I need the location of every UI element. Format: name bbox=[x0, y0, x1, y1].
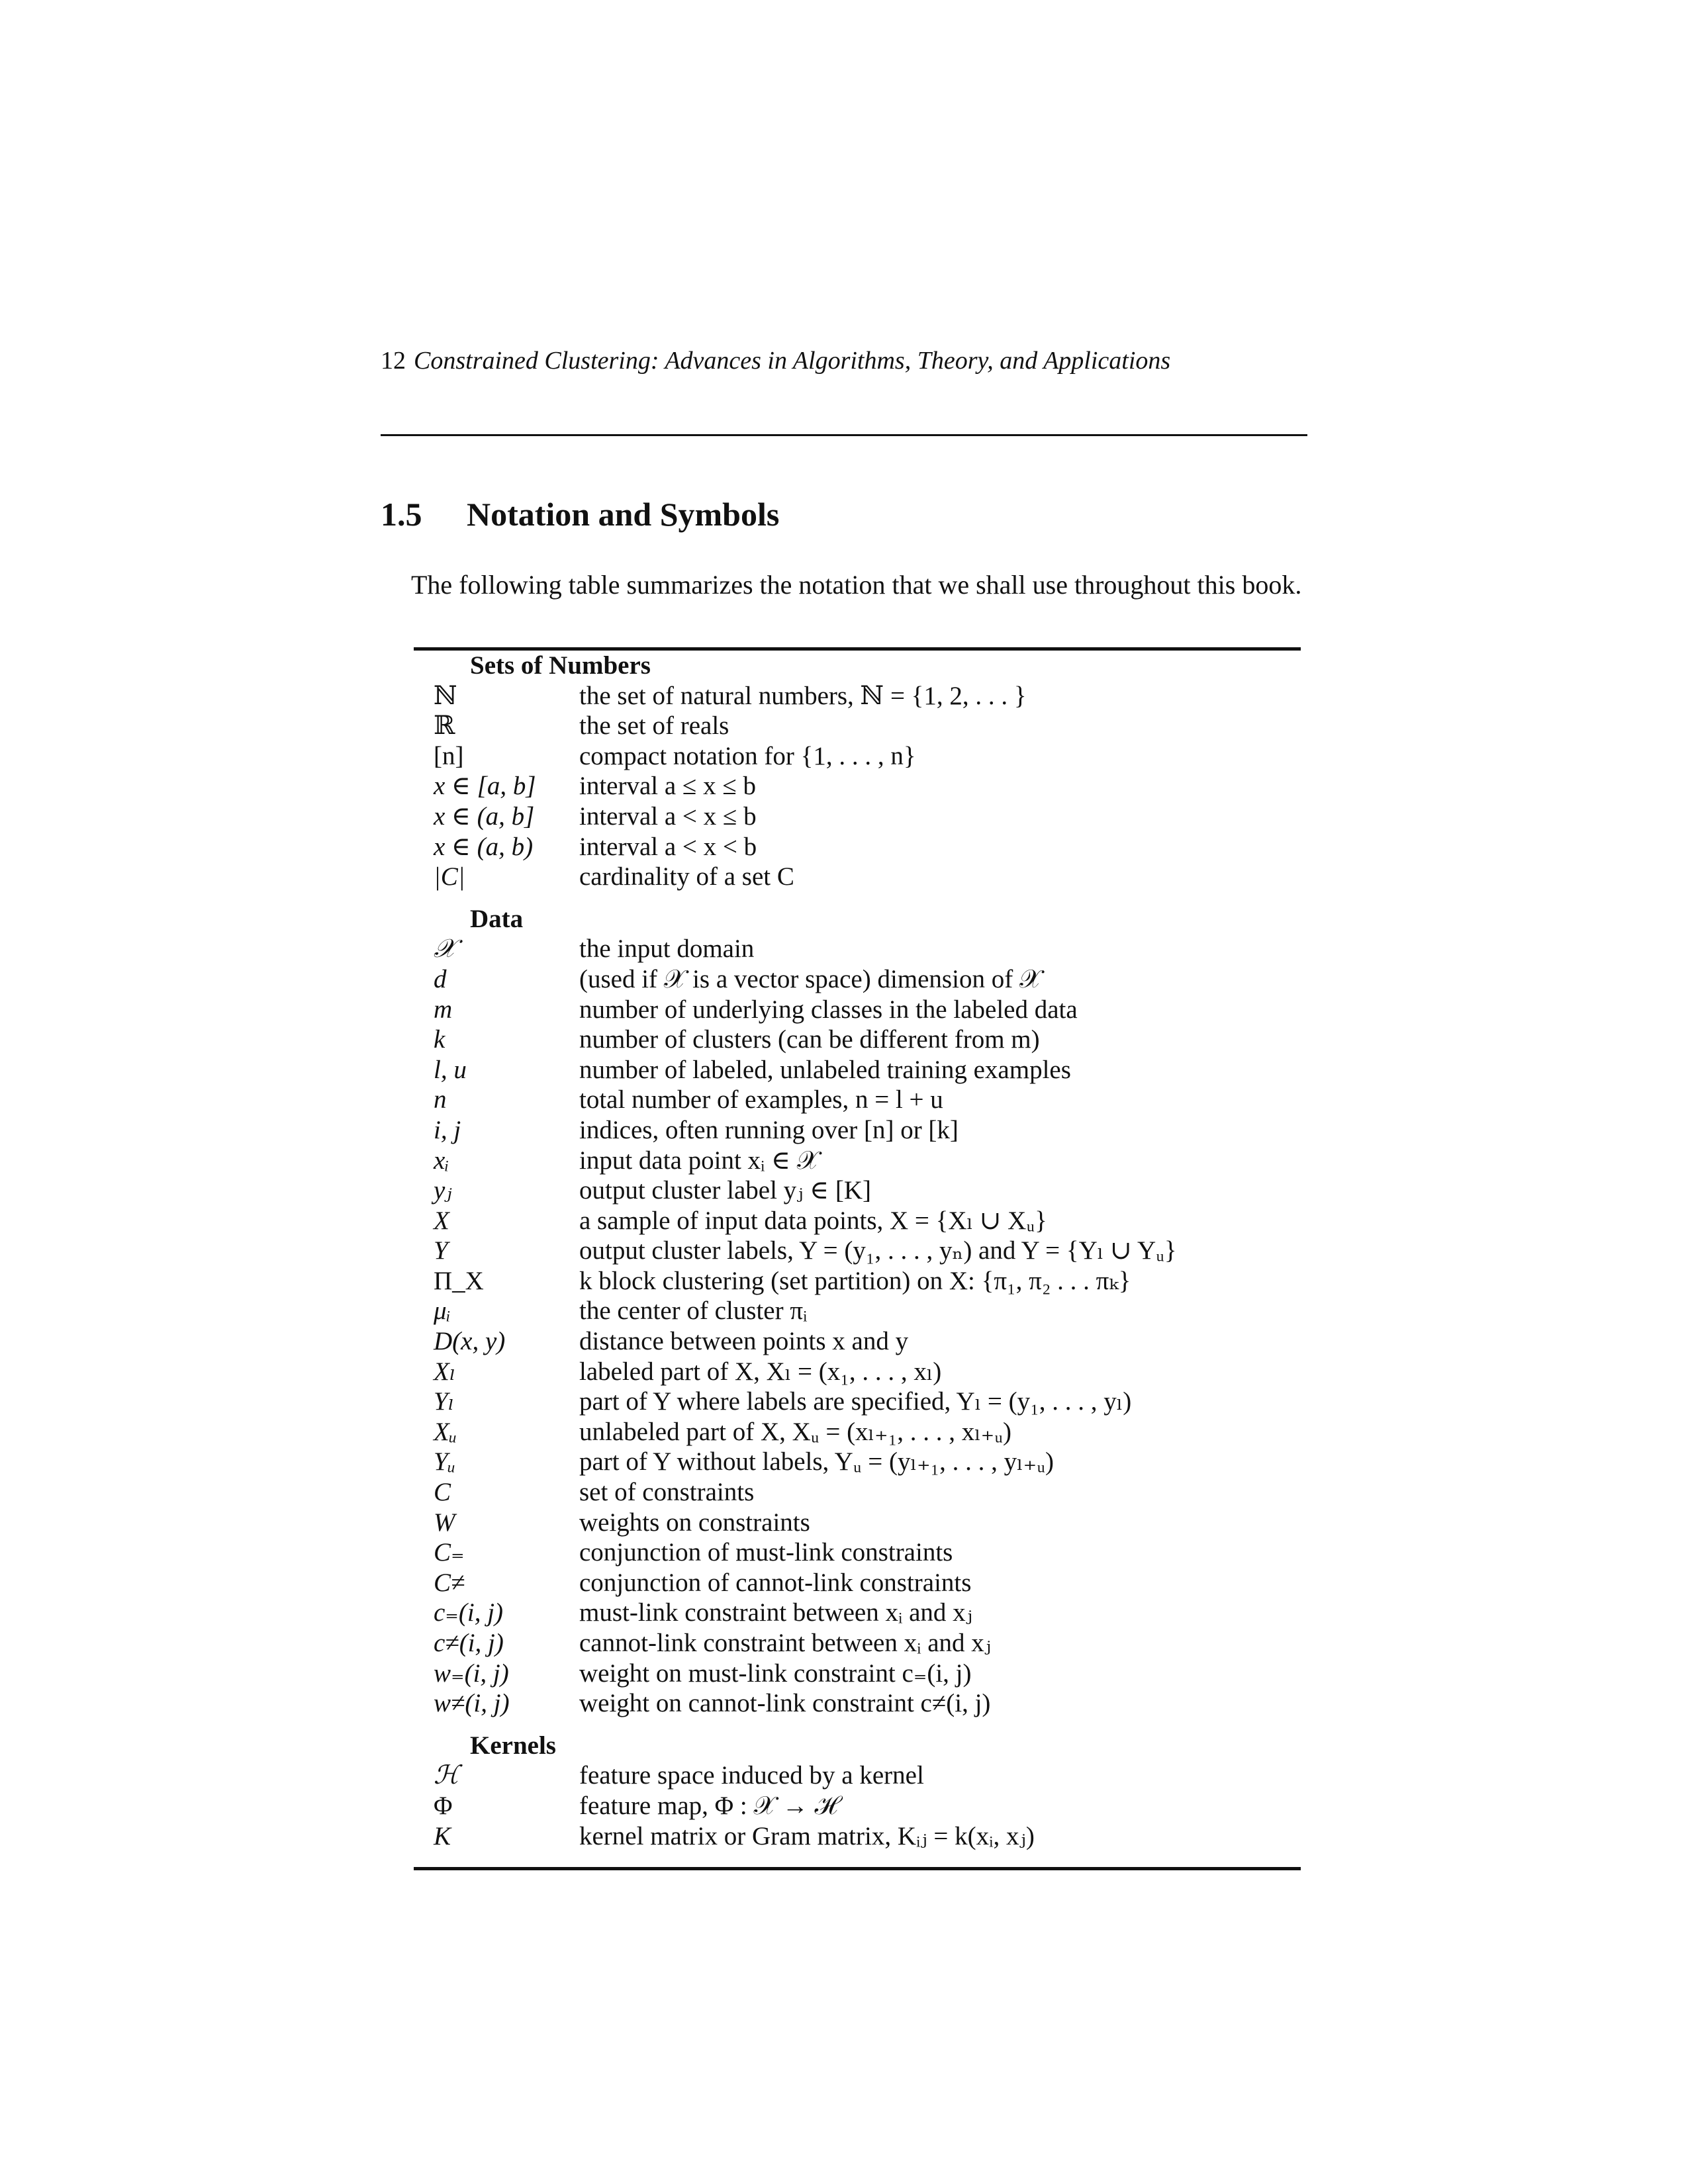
table-row bbox=[414, 1568, 1301, 1598]
notation-description: the center of cluster πᵢ bbox=[579, 1297, 808, 1326]
notation-table-body bbox=[414, 651, 1301, 1851]
table-group-heading: Data bbox=[470, 904, 524, 933]
notation-symbol: xᵢ bbox=[434, 1146, 449, 1175]
notation-symbol: 𝒳 bbox=[434, 934, 456, 964]
notation-description: interval a < x < b bbox=[579, 832, 757, 861]
notation-description: weight on cannot-link constraint c≠(i, j) bbox=[579, 1689, 991, 1718]
table-row bbox=[414, 1357, 1301, 1387]
notation-description: cannot-link constraint between xᵢ and xⱼ bbox=[579, 1629, 992, 1657]
table-row bbox=[414, 1326, 1301, 1357]
notation-description: compact notation for {1, . . . , n} bbox=[579, 741, 916, 770]
running-header bbox=[381, 344, 1307, 377]
notation-description: number of clusters (can be different from m) bbox=[579, 1025, 1040, 1054]
table-row bbox=[414, 1447, 1301, 1477]
table-row bbox=[414, 964, 1301, 995]
notation-description: interval a < x ≤ b bbox=[579, 801, 757, 831]
notation-description: distance between points x and y bbox=[579, 1327, 909, 1356]
table-group-heading-row bbox=[414, 1719, 1301, 1761]
notation-symbol: c≠(i, j) bbox=[434, 1629, 504, 1657]
notation-symbol: l, u bbox=[434, 1055, 467, 1084]
notation-symbol: n bbox=[434, 1085, 447, 1115]
notation-symbol: |C| bbox=[434, 862, 465, 891]
notation-symbol: W bbox=[434, 1508, 455, 1537]
section-title: Notation and Symbols bbox=[467, 496, 780, 533]
notation-description: kernel matrix or Gram matrix, Kᵢⱼ = k(xᵢ, xⱼ) bbox=[579, 1821, 1035, 1850]
notation-symbol: Π_X bbox=[434, 1266, 484, 1295]
table-row bbox=[414, 934, 1301, 964]
notation-symbol: Φ bbox=[434, 1791, 453, 1820]
book-title: Constrained Clustering: Advances in Algorithms, Theory, and Applications bbox=[414, 347, 1171, 375]
header-rule bbox=[381, 434, 1307, 436]
notation-table bbox=[414, 651, 1301, 1851]
table-row bbox=[414, 1387, 1301, 1417]
table-row bbox=[414, 1146, 1301, 1176]
notation-symbol: C≠ bbox=[434, 1568, 465, 1597]
notation-symbol: Yᵤ bbox=[434, 1447, 456, 1477]
table-row bbox=[414, 1688, 1301, 1719]
table-bottom-rule bbox=[414, 1867, 1301, 1870]
notation-symbol: yⱼ bbox=[434, 1176, 452, 1205]
notation-description: the set of natural numbers, ℕ = {1, 2, . . . } bbox=[579, 681, 1027, 710]
table-row bbox=[414, 1508, 1301, 1538]
section-heading bbox=[381, 493, 779, 535]
notation-symbol: w≠(i, j) bbox=[434, 1689, 510, 1718]
notation-symbol: Y bbox=[434, 1236, 448, 1265]
table-row bbox=[414, 1659, 1301, 1689]
table-row bbox=[414, 1024, 1301, 1055]
notation-symbol: ℕ bbox=[434, 681, 457, 710]
table-row bbox=[414, 711, 1301, 741]
notation-description: the set of reals bbox=[579, 711, 729, 741]
table-row bbox=[414, 1628, 1301, 1659]
notation-symbol: Xᵤ bbox=[434, 1417, 457, 1446]
notation-symbol: c₌(i, j) bbox=[434, 1598, 504, 1627]
notation-symbol: ℝ bbox=[434, 711, 455, 741]
table-row bbox=[414, 1266, 1301, 1297]
notation-symbol: Yₗ bbox=[434, 1387, 455, 1416]
notation-description: input data point xᵢ ∈ 𝒳 bbox=[579, 1146, 820, 1175]
notation-description: weights on constraints bbox=[579, 1508, 810, 1537]
notation-description: weight on must-link constraint c₌(i, j) bbox=[579, 1659, 972, 1688]
notation-description: number of underlying classes in the labeled data bbox=[579, 995, 1078, 1024]
table-row bbox=[414, 1821, 1301, 1852]
intro-paragraph bbox=[381, 569, 1307, 601]
table-row bbox=[414, 1055, 1301, 1085]
table-row bbox=[414, 1760, 1301, 1791]
notation-description: output cluster labels, Y = (y₁, . . . , yₙ) and Y = {Yₗ ∪ Yᵤ} bbox=[579, 1236, 1177, 1265]
notation-symbol: X bbox=[434, 1206, 449, 1235]
notation-description: output cluster label yⱼ ∈ [K] bbox=[579, 1176, 871, 1205]
table-row bbox=[414, 1296, 1301, 1326]
table-row bbox=[414, 771, 1301, 801]
table-row bbox=[414, 995, 1301, 1025]
notation-description: labeled part of X, Xₗ = (x₁, . . . , xₗ) bbox=[579, 1357, 942, 1386]
notation-description: number of labeled, unlabeled training examples bbox=[579, 1055, 1071, 1084]
notation-symbol: i, j bbox=[434, 1115, 461, 1144]
notation-description: indices, often running over [n] or [k] bbox=[579, 1115, 959, 1144]
table-group-heading-row bbox=[414, 892, 1301, 934]
notation-description: the input domain bbox=[579, 934, 755, 964]
notation-description: k block clustering (set partition) on X: {π₁, π₂ . . . πₖ} bbox=[579, 1266, 1131, 1295]
table-row bbox=[414, 1477, 1301, 1508]
notation-description: feature map, Φ : 𝒳 → ℋ bbox=[579, 1791, 838, 1820]
notation-table-wrapper bbox=[414, 647, 1301, 1870]
intro-text: The following table summarizes the notation that we shall use throughout this book. bbox=[411, 570, 1302, 600]
table-row bbox=[414, 741, 1301, 772]
notation-symbol: D(x, y) bbox=[434, 1327, 506, 1356]
table-row bbox=[414, 801, 1301, 832]
notation-symbol: K bbox=[434, 1821, 451, 1850]
notation-description: part of Y without labels, Yᵤ = (yₗ₊₁, . . . , yₗ₊ᵤ) bbox=[579, 1447, 1054, 1477]
table-row bbox=[414, 681, 1301, 711]
table-group-heading-row bbox=[414, 651, 1301, 681]
table-group-heading: Kernels bbox=[470, 1731, 556, 1760]
notation-description: interval a ≤ x ≤ b bbox=[579, 772, 756, 801]
notation-description: cardinality of a set C bbox=[579, 862, 794, 891]
notation-symbol: x ∈ (a, b] bbox=[434, 801, 535, 831]
table-row bbox=[414, 1206, 1301, 1236]
notation-description: feature space induced by a kernel bbox=[579, 1761, 924, 1790]
table-row bbox=[414, 862, 1301, 892]
notation-symbol: m bbox=[434, 995, 453, 1024]
table-row bbox=[414, 1417, 1301, 1447]
section-number: 1.5 bbox=[381, 496, 422, 533]
table-row bbox=[414, 1791, 1301, 1821]
notation-description: total number of examples, n = l + u bbox=[579, 1085, 943, 1115]
notation-symbol: x ∈ (a, b) bbox=[434, 832, 534, 861]
notation-description: a sample of input data points, X = {Xₗ ∪ Xᵤ} bbox=[579, 1206, 1047, 1235]
notation-description: part of Y where labels are specified, Yₗ = (y₁, . . . , yₗ) bbox=[579, 1387, 1132, 1416]
notation-symbol: x ∈ [a, b] bbox=[434, 772, 536, 801]
table-row bbox=[414, 832, 1301, 862]
page-number: 12 bbox=[381, 347, 406, 375]
table-row bbox=[414, 1175, 1301, 1206]
notation-symbol: k bbox=[434, 1025, 445, 1054]
notation-symbol: C bbox=[434, 1478, 451, 1507]
table-row bbox=[414, 1236, 1301, 1266]
notation-description: unlabeled part of X, Xᵤ = (xₗ₊₁, . . . , xₗ₊ᵤ) bbox=[579, 1417, 1012, 1446]
notation-description: must-link constraint between xᵢ and xⱼ bbox=[579, 1598, 972, 1627]
notation-description: set of constraints bbox=[579, 1478, 755, 1507]
notation-description: conjunction of must-link constraints bbox=[579, 1538, 953, 1567]
notation-symbol: C₌ bbox=[434, 1538, 465, 1567]
notation-description: (used if 𝒳 is a vector space) dimension of 𝒳 bbox=[579, 964, 1042, 993]
table-row bbox=[414, 1598, 1301, 1628]
notation-description: conjunction of cannot-link constraints bbox=[579, 1568, 972, 1597]
notation-symbol: d bbox=[434, 964, 447, 993]
table-row bbox=[414, 1537, 1301, 1568]
notation-symbol: Xₗ bbox=[434, 1357, 456, 1386]
table-group-heading: Sets of Numbers bbox=[470, 651, 651, 680]
table-row bbox=[414, 1085, 1301, 1115]
notation-symbol: ℋ bbox=[434, 1761, 459, 1790]
notation-symbol: [n] bbox=[434, 741, 464, 770]
table-row bbox=[414, 1115, 1301, 1146]
notation-symbol: w₌(i, j) bbox=[434, 1659, 509, 1688]
notation-symbol: μᵢ bbox=[434, 1297, 451, 1326]
